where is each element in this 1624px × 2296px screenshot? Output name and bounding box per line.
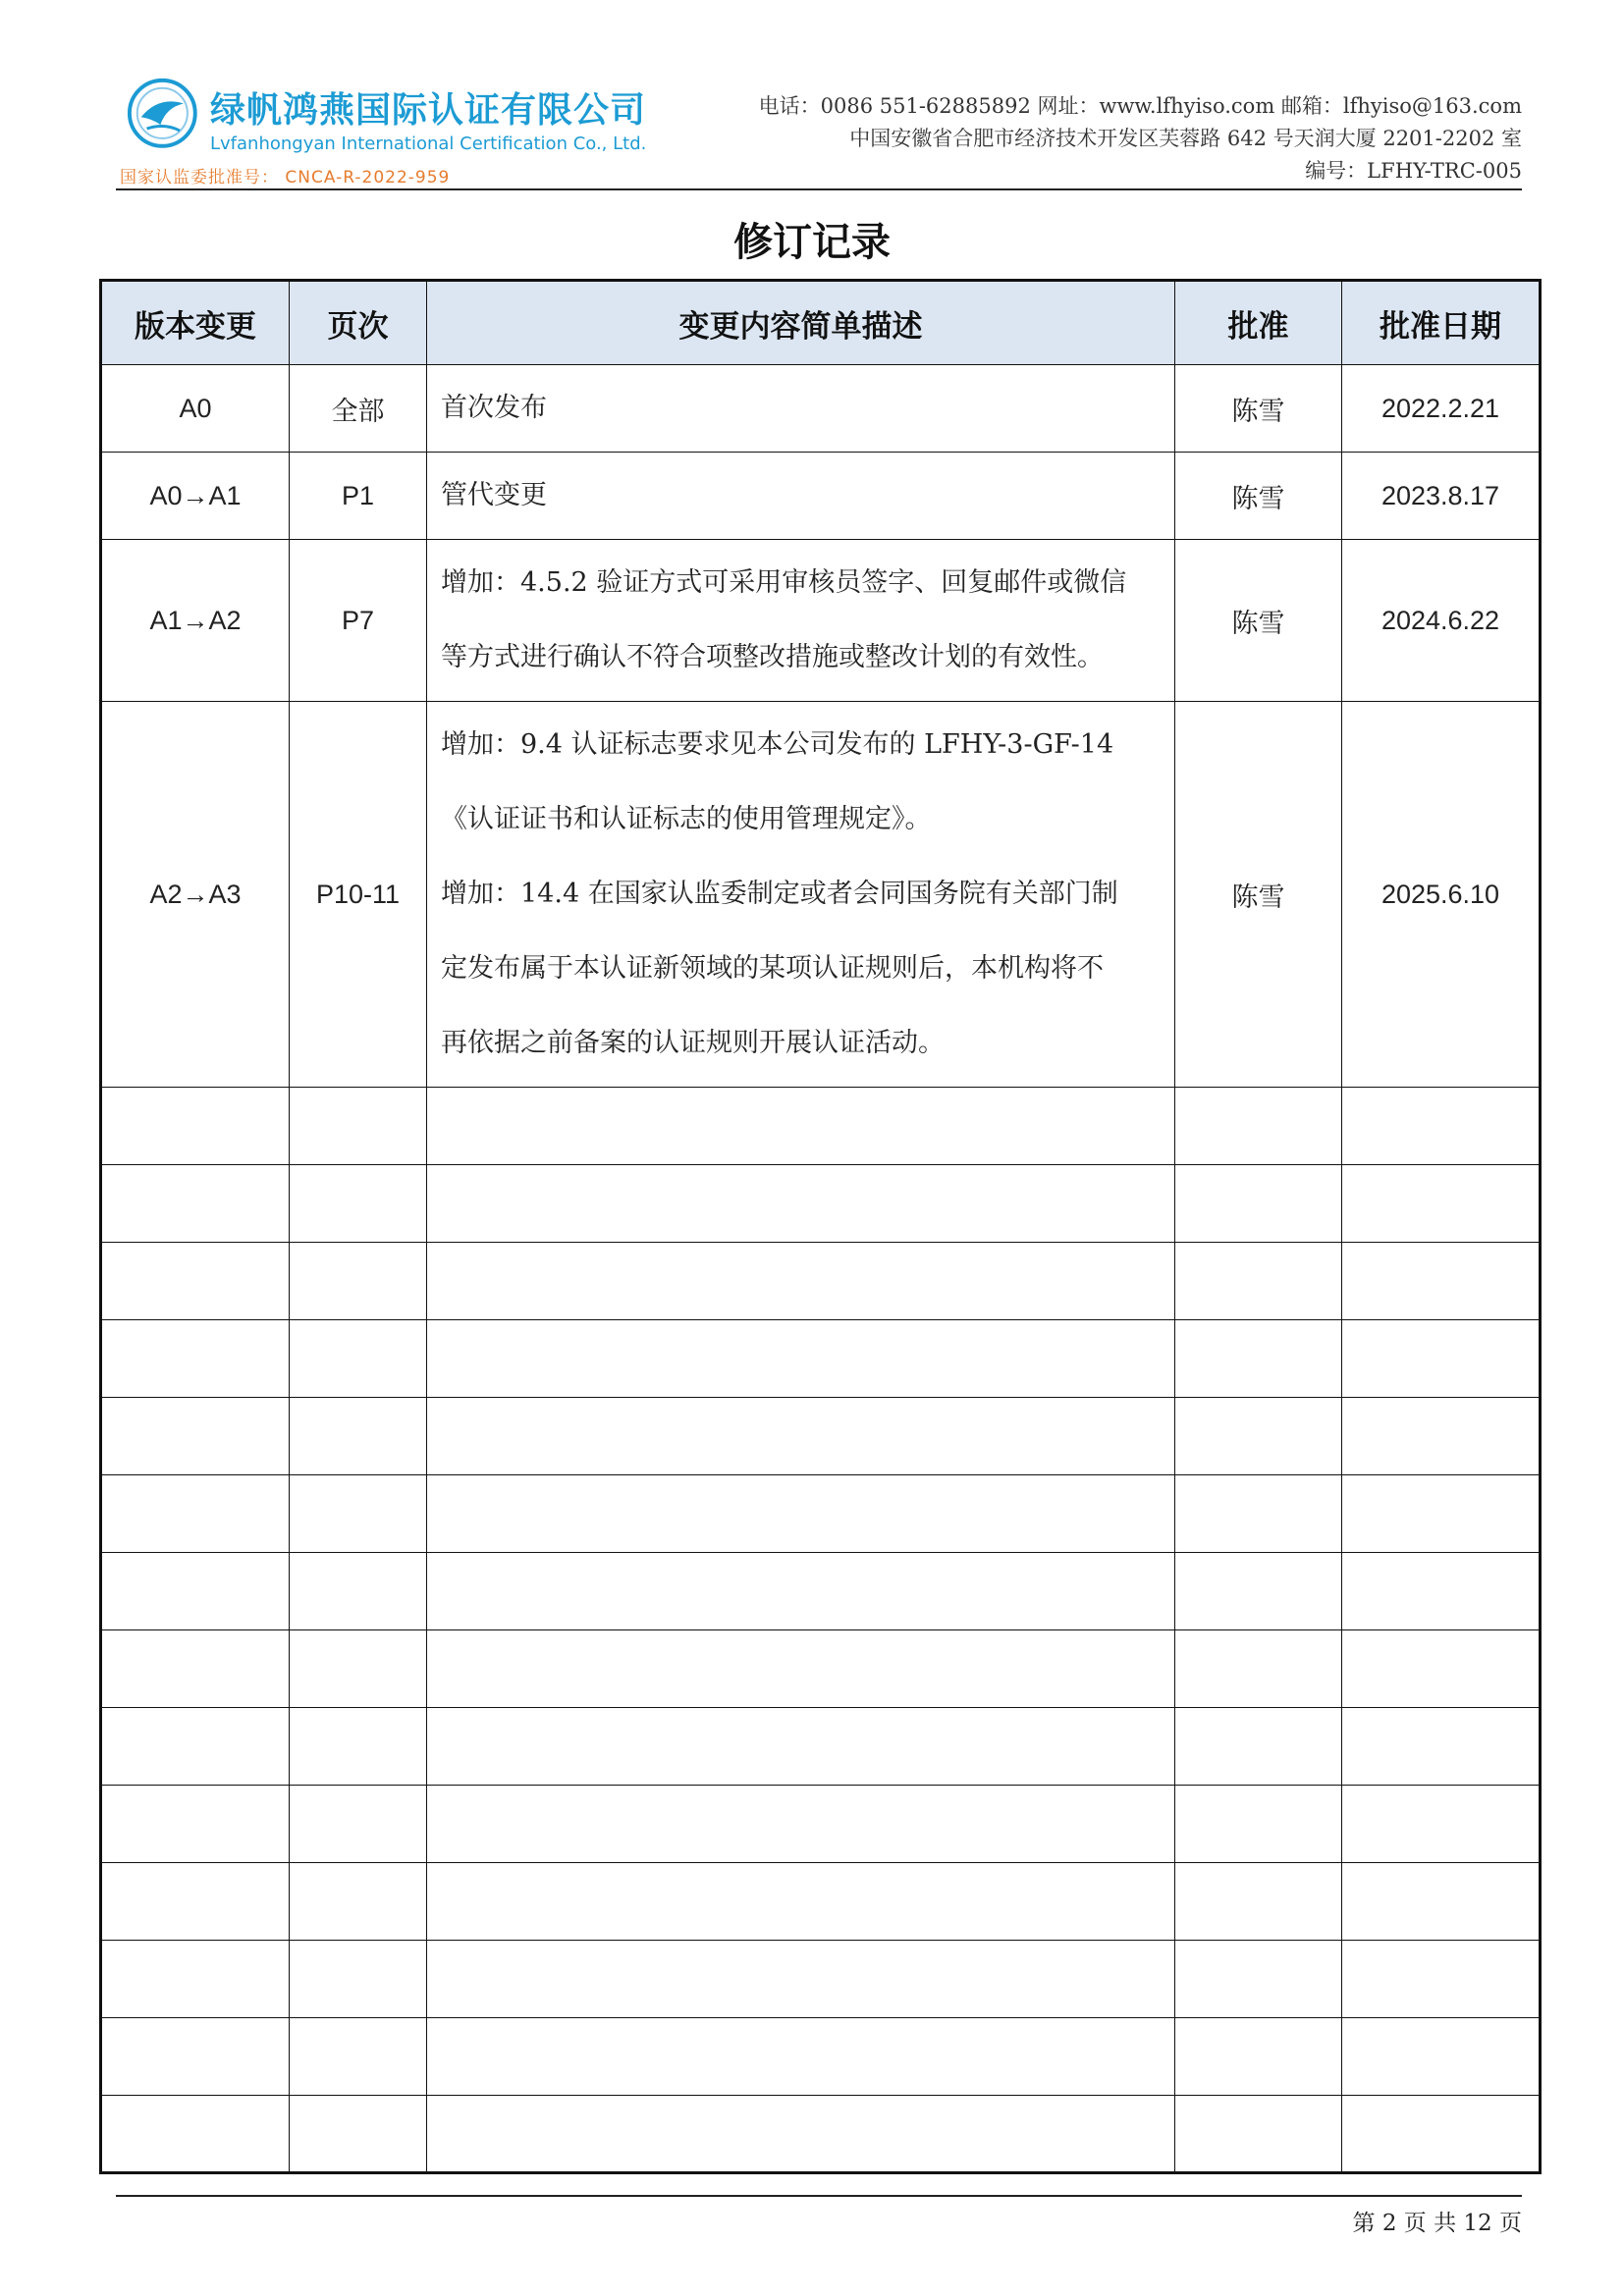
empty-cell: [101, 2096, 290, 2173]
empty-cell: [101, 2018, 290, 2096]
description-line: 增加：4.5.2 验证方式可采用审核员签字、回复邮件或微信: [441, 567, 1127, 598]
empty-cell: [1342, 1708, 1541, 1786]
empty-table-row: [101, 1630, 1541, 1708]
empty-cell: [1342, 1088, 1541, 1165]
empty-cell: [427, 1165, 1175, 1243]
empty-cell: [427, 1320, 1175, 1398]
empty-table-row: [101, 2096, 1541, 2173]
cell-date: 2025.6.10: [1342, 702, 1541, 1088]
empty-cell: [290, 1708, 427, 1786]
empty-cell: [290, 1941, 427, 2018]
empty-cell: [290, 1243, 427, 1320]
cell-approver: 陈雪: [1175, 365, 1342, 453]
empty-cell: [427, 1863, 1175, 1941]
empty-cell: [290, 2096, 427, 2173]
description-line: 《认证证书和认证标志的使用管理规定》。: [441, 804, 932, 834]
cell-approver: 陈雪: [1175, 453, 1342, 540]
empty-cell: [1175, 1786, 1342, 1863]
empty-cell: [101, 1475, 290, 1553]
cell-approver: 陈雪: [1175, 702, 1342, 1088]
empty-table-row: [101, 1088, 1541, 1165]
empty-table-row: [101, 1165, 1541, 1243]
contact-phone-web-email: 电话：0086 551-62885892 网址：www.lfhyiso.com 邮箱：lfhyiso@163.com: [758, 94, 1522, 118]
empty-cell: [1175, 1243, 1342, 1320]
empty-cell: [427, 2018, 1175, 2096]
empty-cell: [101, 1941, 290, 2018]
empty-cell: [101, 1786, 290, 1863]
empty-cell: [427, 1708, 1175, 1786]
empty-table-row: [101, 1708, 1541, 1786]
cell-page: P10-11: [290, 702, 427, 1088]
empty-cell: [101, 1630, 290, 1708]
empty-cell: [427, 1088, 1175, 1165]
empty-table-row: [101, 1320, 1541, 1398]
header-description: 变更内容简单描述: [427, 281, 1175, 365]
empty-cell: [290, 1088, 427, 1165]
empty-cell: [101, 1243, 290, 1320]
empty-cell: [101, 1165, 290, 1243]
revision-table: [99, 279, 1542, 2174]
empty-cell: [1175, 1863, 1342, 1941]
cell-page: P1: [290, 453, 427, 540]
empty-cell: [1175, 2096, 1342, 2173]
empty-cell: [290, 1165, 427, 1243]
empty-cell: [427, 1630, 1175, 1708]
empty-cell: [1175, 1398, 1342, 1475]
empty-cell: [101, 1553, 290, 1630]
header-divider: [116, 188, 1522, 190]
description-line: 等方式进行确认不符合项整改措施或整改计划的有效性。: [441, 642, 1104, 672]
page-number: 第 2 页 共 12 页: [1352, 2211, 1522, 2236]
empty-table-row: [101, 1553, 1541, 1630]
description-line: 增加：9.4 认证标志要求见本公司发布的 LFHY-3-GF-14: [441, 729, 1114, 760]
empty-cell: [427, 2096, 1175, 2173]
empty-cell: [1342, 1786, 1541, 1863]
description-line: 定发布属于本认证新领域的某项认证规则后，本机构将不: [441, 953, 1104, 984]
empty-cell: [427, 1398, 1175, 1475]
empty-cell: [101, 1863, 290, 1941]
empty-cell: [1175, 1088, 1342, 1165]
header-version: 版本变更: [101, 281, 290, 365]
empty-cell: [1342, 2096, 1541, 2173]
cell-version: A0: [101, 365, 290, 453]
table-row: [101, 453, 1541, 540]
empty-table-row: [101, 1863, 1541, 1941]
cell-description: [427, 540, 1175, 702]
empty-cell: [1175, 1941, 1342, 2018]
cell-description: [427, 365, 1175, 453]
cell-date: 2023.8.17: [1342, 453, 1541, 540]
empty-cell: [1175, 1708, 1342, 1786]
empty-cell: [1342, 1320, 1541, 1398]
empty-cell: [290, 1786, 427, 1863]
empty-cell: [290, 1475, 427, 1553]
empty-cell: [1342, 1863, 1541, 1941]
description-line: 增加：14.4 在国家认监委制定或者会同国务院有关部门制: [441, 879, 1118, 909]
company-name-cn: 绿帆鸿燕国际认证有限公司: [210, 90, 647, 131]
empty-cell: [1175, 2018, 1342, 2096]
header-date: 批准日期: [1342, 281, 1541, 365]
empty-cell: [1342, 1553, 1541, 1630]
footer-divider: [116, 2195, 1522, 2197]
empty-cell: [290, 1630, 427, 1708]
cell-description: [427, 702, 1175, 1088]
empty-cell: [1175, 1320, 1342, 1398]
cell-version: A0→A1: [101, 453, 290, 540]
description-line: 首次发布: [441, 393, 547, 423]
cell-date: 2024.6.22: [1342, 540, 1541, 702]
cell-date: 2022.2.21: [1342, 365, 1541, 453]
empty-table-row: [101, 1475, 1541, 1553]
empty-cell: [1342, 2018, 1541, 2096]
empty-cell: [290, 1398, 427, 1475]
empty-cell: [1342, 1941, 1541, 2018]
empty-cell: [427, 1786, 1175, 1863]
empty-cell: [1342, 1475, 1541, 1553]
empty-cell: [290, 1863, 427, 1941]
empty-cell: [1342, 1398, 1541, 1475]
empty-table-row: [101, 1398, 1541, 1475]
header-page: 页次: [290, 281, 427, 365]
company-name-en: Lvfanhongyan International Certification Co., Ltd.: [210, 133, 647, 154]
empty-table-row: [101, 1941, 1541, 2018]
empty-cell: [427, 1941, 1175, 2018]
table-row: [101, 702, 1541, 1088]
empty-table-row: [101, 2018, 1541, 2096]
table-row: [101, 365, 1541, 453]
cell-approver: 陈雪: [1175, 540, 1342, 702]
empty-cell: [1175, 1475, 1342, 1553]
empty-cell: [1342, 1243, 1541, 1320]
empty-table-row: [101, 1786, 1541, 1863]
empty-cell: [290, 1320, 427, 1398]
empty-cell: [427, 1243, 1175, 1320]
empty-cell: [290, 1553, 427, 1630]
cell-version: A2→A3: [101, 702, 290, 1088]
empty-table-row: [101, 1243, 1541, 1320]
empty-cell: [1175, 1165, 1342, 1243]
cell-description: [427, 453, 1175, 540]
empty-rows-group: [101, 1088, 1541, 2173]
empty-cell: [101, 1320, 290, 1398]
empty-cell: [101, 1088, 290, 1165]
description-line: 再依据之前备案的认证规则开展认证活动。: [441, 1028, 945, 1058]
page-title: 修订记录: [733, 220, 891, 265]
description-line: 管代变更: [441, 480, 547, 510]
document-number: 编号：LFHY-TRC-005: [1305, 159, 1522, 183]
empty-cell: [101, 1398, 290, 1475]
contact-address: 中国安徽省合肥市经济技术开发区芙蓉路 642 号天润大厦 2201-2202 室: [849, 127, 1522, 150]
cell-version: A1→A2: [101, 540, 290, 702]
empty-cell: [290, 2018, 427, 2096]
empty-cell: [101, 1708, 290, 1786]
empty-cell: [1342, 1165, 1541, 1243]
empty-cell: [427, 1475, 1175, 1553]
empty-cell: [1342, 1630, 1541, 1708]
empty-cell: [427, 1553, 1175, 1630]
table-row: [101, 540, 1541, 702]
cell-page: 全部: [290, 365, 427, 453]
contact-info: [759, 90, 1522, 187]
empty-cell: [1175, 1553, 1342, 1630]
document-header: [116, 65, 1522, 187]
accreditation-number: 国家认监委批准号： CNCA-R-2022-959: [120, 168, 451, 187]
cell-page: P7: [290, 540, 427, 702]
table-header-row: [101, 281, 1541, 365]
header-approver: 批准: [1175, 281, 1342, 365]
empty-cell: [1175, 1630, 1342, 1708]
